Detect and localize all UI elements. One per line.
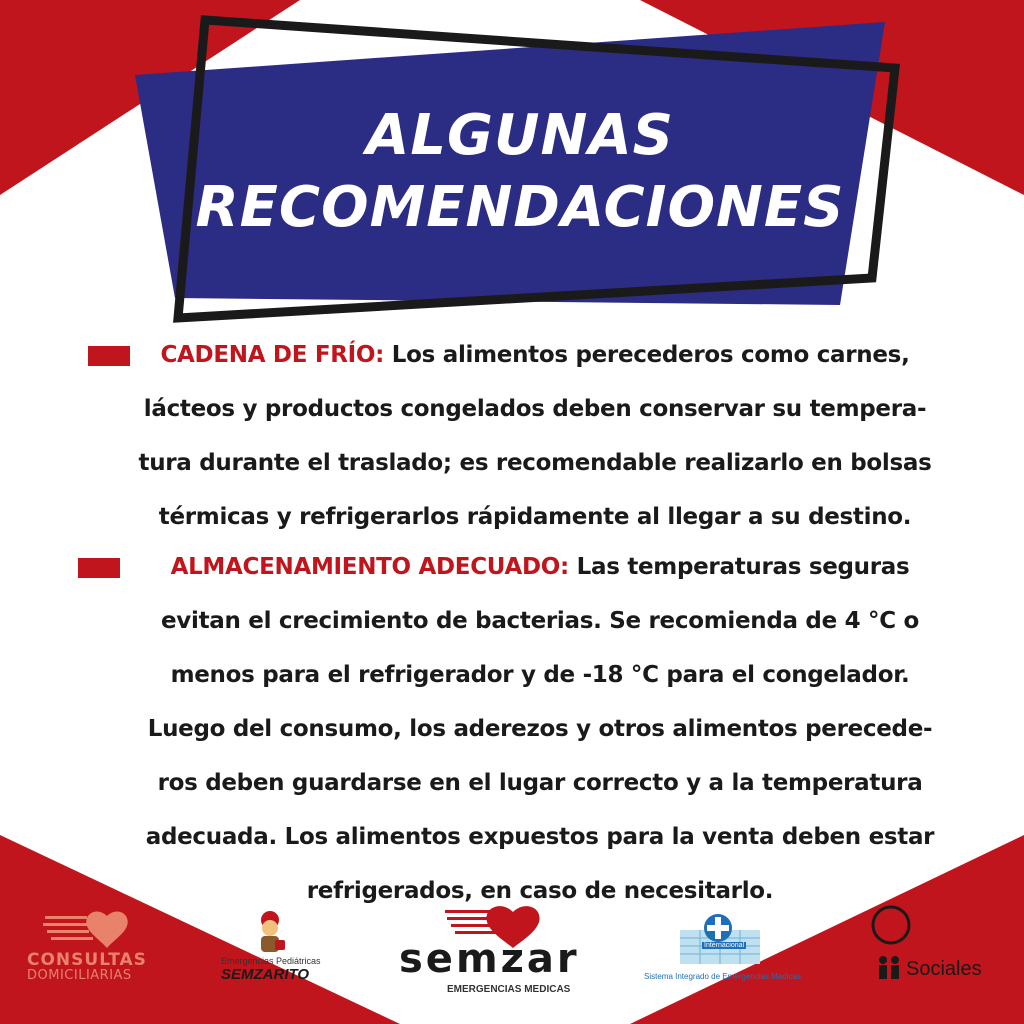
section-cadena-de-frio — [110, 328, 960, 544]
heart-pulse-icon — [25, 908, 155, 953]
section-2-line-6: adecuada. Los alimentos expuestos para la venta deben estar — [145, 824, 935, 850]
section-1-line-4: térmicas y refrigerarlos rápidamente al llegar a su destino. — [158, 504, 912, 530]
section-almacenamiento — [100, 540, 980, 918]
semzar-name: semzar — [399, 936, 580, 982]
section-2-heading: ALMACENAMIENTO ADECUADO: — [170, 554, 569, 580]
page-title — [180, 100, 860, 244]
people-icon — [874, 954, 904, 984]
title-line-2: RECOMENDACIONES — [195, 175, 845, 240]
section-2-line-4: Luego del consumo, los aderezos y otros alimentos perecede- — [147, 716, 933, 742]
section-2-line-1 — [100, 540, 980, 594]
sism-badge: Internacional — [704, 942, 745, 949]
sociales-name: Sociales — [906, 958, 982, 980]
semzar-tagline: EMERGENCIAS MEDICAS — [447, 984, 571, 995]
section-1-text-1: Los alimentos perecederos como carnes, — [391, 342, 910, 368]
sism-caption: Sistema Integrado de Emergencias Medicas — [644, 972, 801, 981]
logo-consultas-domiciliarias — [25, 908, 155, 988]
section-2-text-1: Las temperaturas seguras — [576, 554, 910, 580]
section-1-line-3: tura durante el traslado; es recomendable realizarlo en bolsas — [138, 450, 932, 476]
logo-sism — [640, 912, 800, 992]
semzarito-small: Emergencias Pediátricas — [221, 956, 321, 966]
section-1-heading: CADENA DE FRÍO: — [160, 342, 385, 368]
cooperative-people-icon — [870, 904, 912, 946]
logo-semzar — [395, 902, 595, 1002]
section-2-line-5: ros deben guardarse en el lugar correcto y a la temperatura — [157, 770, 923, 796]
cooperativa-line-1: Cooperativa — [916, 908, 963, 917]
cooperativa-line-3: de Zárate — [916, 928, 952, 937]
consultas-line-2: DOMICILIARIAS — [27, 968, 132, 983]
section-1-line-1 — [110, 328, 960, 382]
section-1-line-2: lácteos y productos congelados deben conservar su tempera- — [143, 396, 927, 422]
mascot-icon — [215, 908, 325, 958]
section-2-line-7: refrigerados, en caso de necesitarlo. — [306, 878, 774, 904]
cooperativa-line-2: de Electricidad — [916, 918, 973, 927]
consultas-line-1: CONSULTAS — [27, 950, 147, 970]
section-2-line-2: evitan el crecimiento de bacterias. Se recomienda de 4 °C o — [161, 608, 919, 634]
semzarito-name: SEMZARITO — [221, 966, 310, 983]
logo-cooperativa — [870, 904, 1020, 1004]
map-star-of-life-icon — [640, 912, 800, 967]
title-line-1: ALGUNAS — [366, 103, 674, 168]
logo-semzarito — [215, 908, 325, 988]
section-2-line-3: menos para el refrigerador y de -18 °C para el congelador. — [170, 662, 910, 688]
